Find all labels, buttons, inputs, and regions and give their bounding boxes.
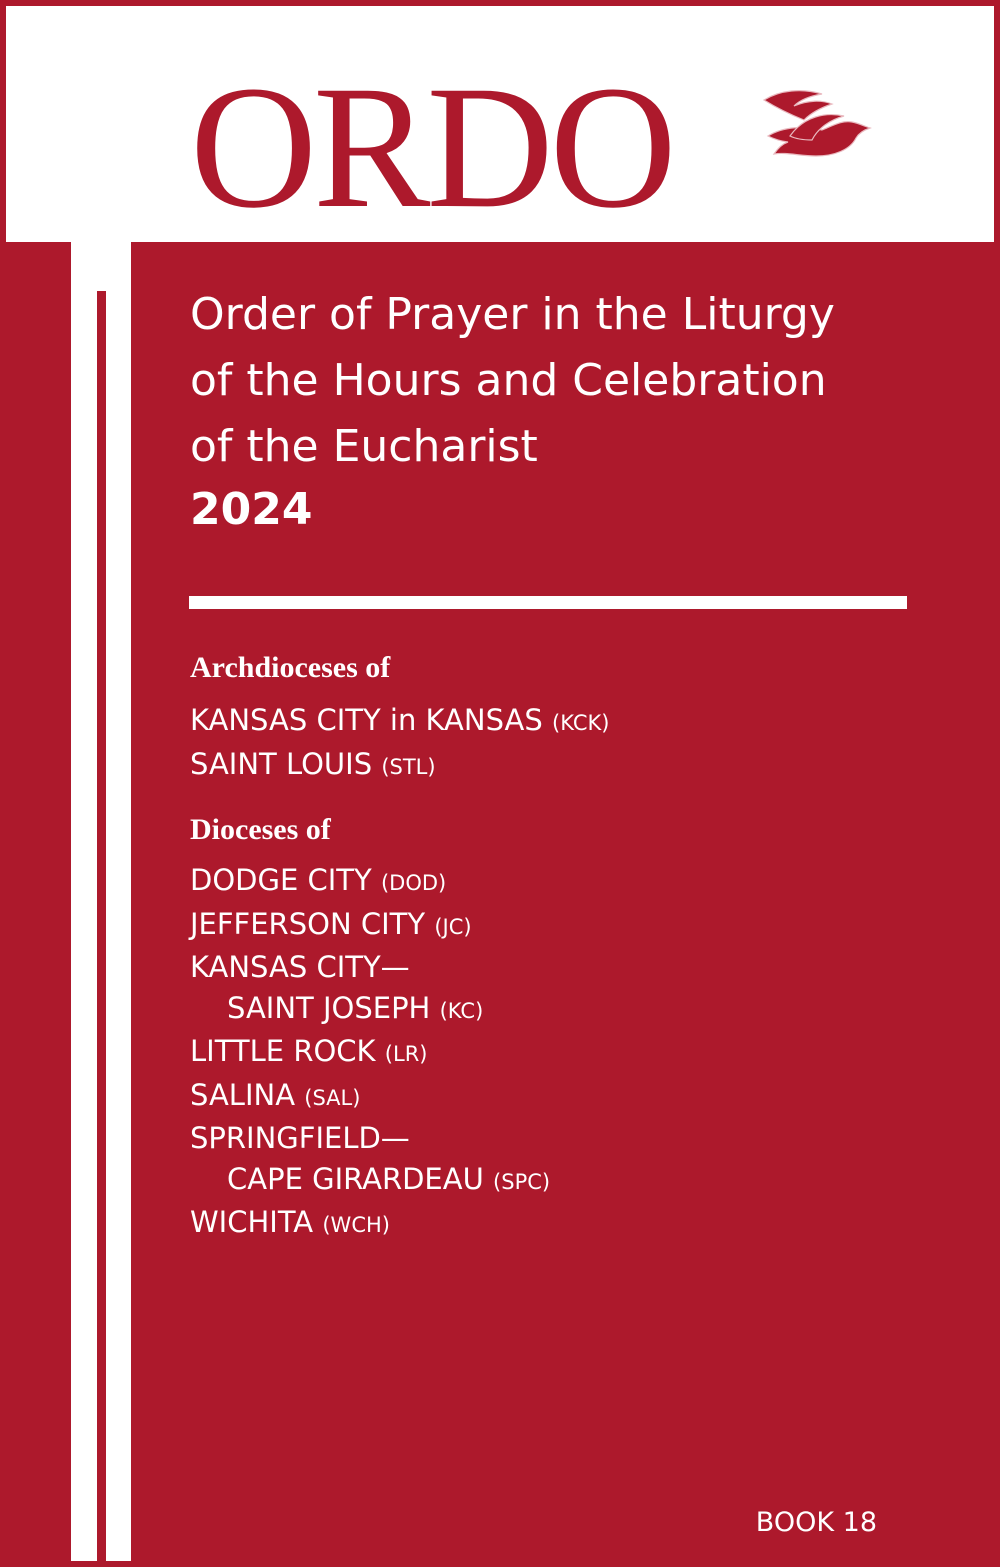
- list-item: [190, 700, 609, 744]
- diocese-name: SALINA: [190, 1077, 296, 1112]
- cover-year: 2024: [190, 484, 313, 535]
- list-item: [190, 988, 550, 1032]
- diocese-abbr: (SAL): [304, 1085, 361, 1110]
- list-item: [190, 947, 550, 988]
- diocese-abbr: (STL): [381, 754, 436, 779]
- archdioceses-heading: Archdioceses of: [190, 651, 391, 684]
- diocese-name: SPRINGFIELD—: [190, 1121, 410, 1155]
- cover-title: ORDO: [190, 50, 673, 245]
- diocese-abbr: (DOD): [380, 871, 447, 895]
- diocese-name: KANSAS CITY in KANSAS: [190, 703, 543, 737]
- list-item: [190, 1202, 550, 1246]
- list-item: [190, 1031, 550, 1075]
- list-item: [190, 860, 550, 904]
- diocese-abbr: (JC): [434, 914, 472, 939]
- archdioceses-list: [190, 700, 609, 787]
- list-item: [190, 1118, 550, 1159]
- decorative-red-line: [97, 291, 106, 1561]
- book-number: BOOK 18: [755, 1507, 877, 1538]
- diocese-name: LITTLE ROCK: [190, 1034, 376, 1068]
- diocese-abbr: (KCK): [552, 711, 610, 735]
- diocese-name: JEFFERSON CITY: [190, 906, 426, 941]
- dioceses-list: [190, 860, 550, 1246]
- diocese-name: DODGE CITY: [190, 863, 372, 897]
- subtitle-line-1: Order of Prayer in the Liturgy: [190, 289, 835, 340]
- list-item: [190, 744, 609, 788]
- diocese-abbr: (SPC): [493, 1169, 551, 1194]
- subtitle-line-3: of the Eucharist: [190, 421, 538, 472]
- divider: [189, 596, 907, 609]
- cover-subtitle: [190, 282, 920, 480]
- subtitle-line-2: of the Hours and Celebration: [190, 355, 827, 406]
- diocese-abbr: (KC): [439, 998, 484, 1023]
- list-item: [190, 1159, 550, 1203]
- diocese-name: WICHITA: [190, 1205, 314, 1239]
- list-item: [190, 1075, 550, 1119]
- diocese-abbr: (WCH): [322, 1213, 390, 1237]
- dioceses-heading: Dioceses of: [190, 813, 331, 846]
- diocese-name: SAINT JOSEPH: [227, 990, 431, 1025]
- dove-icon: [760, 86, 872, 168]
- list-item: [190, 904, 550, 948]
- diocese-name: SAINT LOUIS: [190, 746, 373, 781]
- diocese-name: KANSAS CITY—: [190, 950, 410, 984]
- diocese-abbr: (LR): [384, 1042, 428, 1066]
- diocese-name: CAPE GIRARDEAU: [227, 1161, 484, 1196]
